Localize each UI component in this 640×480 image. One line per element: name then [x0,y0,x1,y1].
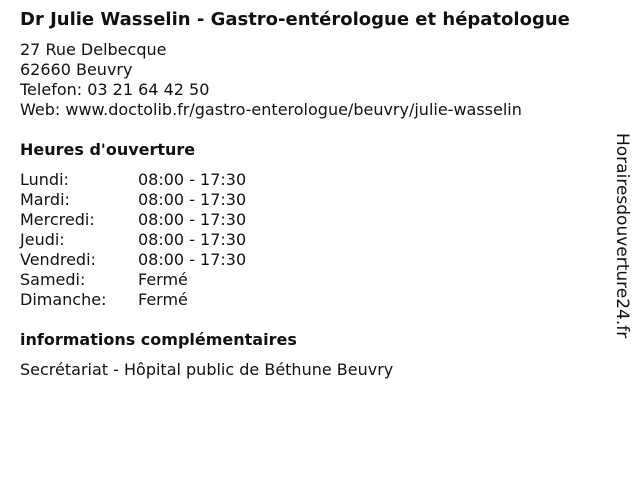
website-link: Web: www.doctolib.fr/gastro-enterologue/beuvry/julie-wasselin [20,100,522,119]
hours-time: Fermé [138,290,188,309]
hours-day: Jeudi: [20,230,65,249]
hours-heading: Heures d'ouverture [20,140,196,159]
business-card [20,10,600,380]
hours-time: 08:00 - 17:30 [138,210,247,229]
hours-time: 08:00 - 17:30 [138,250,247,269]
hours-day: Vendredi: [20,250,96,269]
hours-row [20,250,600,270]
hours-table [20,170,600,310]
hours-row [20,190,600,210]
hours-day: Mardi: [20,190,70,209]
hours-day: Samedi: [20,270,86,289]
phone-number: Telefon: 03 21 64 42 50 [20,80,210,99]
hours-day: Dimanche: [20,290,107,309]
hours-time: 08:00 - 17:30 [138,190,247,209]
brand-watermark: Horairesdouverture24.fr [612,133,632,339]
hours-time: Fermé [138,270,188,289]
street-address: 27 Rue Delbecque [20,40,167,59]
hours-time: 08:00 - 17:30 [138,230,247,249]
hours-row [20,270,600,290]
hours-row [20,230,600,250]
hours-day: Mercredi: [20,210,95,229]
hours-row [20,290,600,310]
hours-row [20,210,600,230]
info-text: Secrétariat - Hôpital public de Béthune Beuvry [20,360,394,379]
hours-time: 08:00 - 17:30 [138,170,247,189]
info-heading: informations complémentaires [20,330,297,349]
hours-row [20,170,600,190]
business-title: Dr Julie Wasselin - Gastro-entérologue et hépatologue [20,9,570,30]
city-address: 62660 Beuvry [20,60,133,79]
hours-day: Lundi: [20,170,69,189]
